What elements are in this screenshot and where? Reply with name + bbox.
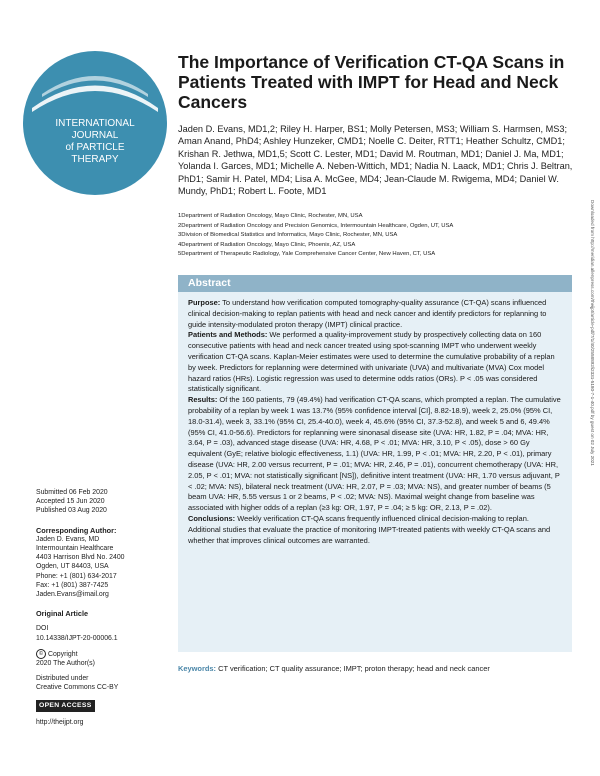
affiliation-item: 5Department of Therapeutic Radiology, Yale Comprehensive Cancer Center, New Haven, CT, USA — [178, 251, 436, 258]
keywords-text: CT verification; CT quality assurance; IMPT; proton therapy; head and neck cancer — [218, 664, 490, 673]
corr-phone: Phone: +1 (801) 634-2017 — [36, 572, 117, 580]
keywords-label: Keywords: — [178, 664, 217, 673]
abstract-purpose — [188, 298, 562, 330]
download-note — [588, 200, 596, 760]
affiliation-item: 2Department of Radiation Oncology and Precision Genomics, Intermountain Healthcare, Ogden, UT, USA — [178, 222, 454, 229]
corr-org: Intermountain Healthcare — [36, 545, 114, 553]
methods-label: Patients and Methods: — [188, 330, 268, 340]
copyright-label: Copyright — [48, 650, 78, 658]
copyright-line — [36, 649, 171, 659]
svg-text:JOURNAL: JOURNAL — [71, 130, 119, 141]
doi-link[interactable]: 10.14338/IJPT-20-00006.1 — [36, 634, 118, 642]
abstract-box — [178, 275, 572, 652]
abstract-methods — [188, 330, 562, 395]
corr-email[interactable]: Jaden.Evans@imail.org — [36, 591, 109, 599]
svg-text:of PARTICLE: of PARTICLE — [65, 142, 125, 153]
corresponding-heading: Corresponding Author: — [36, 525, 117, 535]
corr-address-1: 4403 Harrison Blvd No. 2400 — [36, 554, 125, 562]
affiliation-item: 3Division of Biomedical Statistics and Informatics, Mayo Clinic, Rochester, MN, USA — [178, 232, 398, 239]
abstract-conclusions — [188, 514, 562, 546]
conclusions-label: Conclusions: — [188, 513, 236, 523]
abstract-body — [178, 292, 572, 546]
journal-url[interactable]: http://theijpt.org — [36, 718, 84, 726]
methods-text: We performed a quality-improvement study by prospectively collecting data on 160 consecutive patients with head and neck cancer treated using spot-scanning IMPT who underwent weekly verification CT-QA scans. Kaplan-Meier estimates were used to determine the cumulative probability of a replan by week. Predictors for replanning were determined with univariate (UVA) and multivariate (MVA) Cox model hazard ratios (HRs). Logistic regression was used to determine odds ratios (ORs). P < .05 was considered statistically significant. — [188, 330, 555, 394]
submitted-date: Submitted 06 Feb 2020 — [36, 489, 108, 496]
abstract-heading: Abstract — [178, 275, 572, 292]
affiliation-item: 4Department of Radiation Oncology, Mayo Clinic, Phoenix, AZ, USA — [178, 241, 356, 248]
open-access-badge: OPEN ACCESS — [36, 700, 95, 711]
article-meta — [36, 488, 171, 727]
article-title: The Importance of Verification CT-QA Scans in Patients Treated with IMPT for Head and Neck Cancers — [178, 52, 565, 112]
corr-fax: Fax: +1 (801) 387-7425 — [36, 581, 109, 589]
abstract-results — [188, 395, 562, 514]
doi-label: DOI — [36, 625, 49, 633]
svg-text:THERAPY: THERAPY — [71, 154, 119, 165]
copyright-year: 2020 The Author(s) — [36, 659, 95, 667]
journal-logo — [20, 48, 170, 198]
results-text: Of the 160 patients, 79 (49.4%) had verification CT-QA scans, which prompted a replan. The cumulative probability of a replan by week 1 was 13.7% (95% confidence interval [CI], 8.82-18.9), week 2, 25.0% (95% CI, 18.0-31.4), week 3, 33.1% (95% CI, 25.4-40.0), week 4, 45.6% (95% CI, 37.3-52.8), and week 5 and 6, 49.4% (95% CI, 41.0-56.6). Predictors for replanning were sinonasal disease site (UVA: HR, 1.82, P = .04; MVA: HR, 3.64, P = .03), advanced stage disease (UVA: HR, 4.68, P < .01; MVA: HR, 3.10, P < .05), dose > 60 Gy equivalent (GyE; relative biologic effectiveness, 1.1) (UVA: HR, 1.99, P < .01; MVA: HR, 2.20, P < .01), primary disease (UVA: HR, 2.00 versus recurrent, P = .01; MVA: HR, 2.46, P = .01), concurrent chemotherapy (UVA: HR, 2.05, P < .01; MVA: not statistically significant [NS]), definitive intent treatment (UVA: HR, 1.70 versus adjuvant, P < .02; MVA: NS), bilateral neck treatment (UVA: HR, 2.07, P = .03; MVA: NS), and greater number of beams (5 beam UVA: HR, 5.55 versus 1 or 2 beams, P < .02; MVA: NS). Maximal weight change from baseline was associated with higher odds of a replan (≥3 kg: OR, 1.97, P = .04; ≥ 5 kg: OR, 2.13, P = .02). — [188, 395, 561, 513]
corr-address-2: Ogden, UT 84403, USA — [36, 563, 109, 571]
license-line-1: Distributed under — [36, 675, 89, 683]
results-label: Results: — [188, 395, 218, 405]
svg-text:INTERNATIONAL: INTERNATIONAL — [55, 118, 135, 129]
license-line-2[interactable]: Creative Commons CC-BY — [36, 684, 119, 692]
copyright-icon: © — [36, 649, 46, 659]
corr-name: Jaden D. Evans, MD — [36, 535, 100, 543]
accepted-date: Accepted 15 Jun 2020 — [36, 498, 105, 506]
published-date: Published 03 Aug 2020 — [36, 507, 107, 515]
article-type: Original Article — [36, 609, 89, 619]
affiliation-list — [178, 212, 583, 260]
conclusions-text: Weekly verification CT-QA scans frequently influenced clinical decision-making to replan. Additional studies that evaluate the practice of monitoring IMPT-treated patients with weekly CT-QA scans and whether that improves clinical outcomes are warranted. — [188, 513, 551, 545]
affiliation-item: 1Department of Radiation Oncology, Mayo Clinic, Rochester, MN, USA — [178, 213, 363, 219]
purpose-text: To understand how verification computed tomography-quality assurance (CT-QA) scans influenced clinical decision-making to replan patients with head and neck cancer and identify predictors for replanning to guide intensity-modulated proton therapy (IMPT) clinical practice. — [188, 298, 547, 329]
author-list: Jaden D. Evans, MD1,2; Riley H. Harper, BS1; Molly Petersen, MS3; William S. Harmsen, MS3; Aman Anand, PhD4; Ashley Hunzeker, CMD1; Noelle C. Deiter, RTT1; Heather Schultz, CMD1; Krishan R. Jethwa, MD1,5; Scott C. Lester, MD1; David M. Routman, MD1; Daniel J. Ma, MD1; Yolanda I. Garces, MD1; Michelle A. Neben-Wittich, MD1; Nadia N. Laack, MD1; Chris J. Beltran, PhD1; Samir H. Patel, MD4; Lisa A. McGee, MD4; Jean-Claude M. Rwigema, MD4; Daniel W. Mundy, PhD1; Robert L. Foote, MD1 — [178, 124, 573, 197]
download-note-text: Downloaded from http://meridian.allenpress.com/theijpt/article-pdf/7/1/40/2558892/i2331-5180-7-1-40.pdf by guest on 02 July 2021 — [590, 200, 595, 466]
purpose-label: Purpose: — [188, 298, 221, 307]
keywords — [178, 663, 572, 674]
